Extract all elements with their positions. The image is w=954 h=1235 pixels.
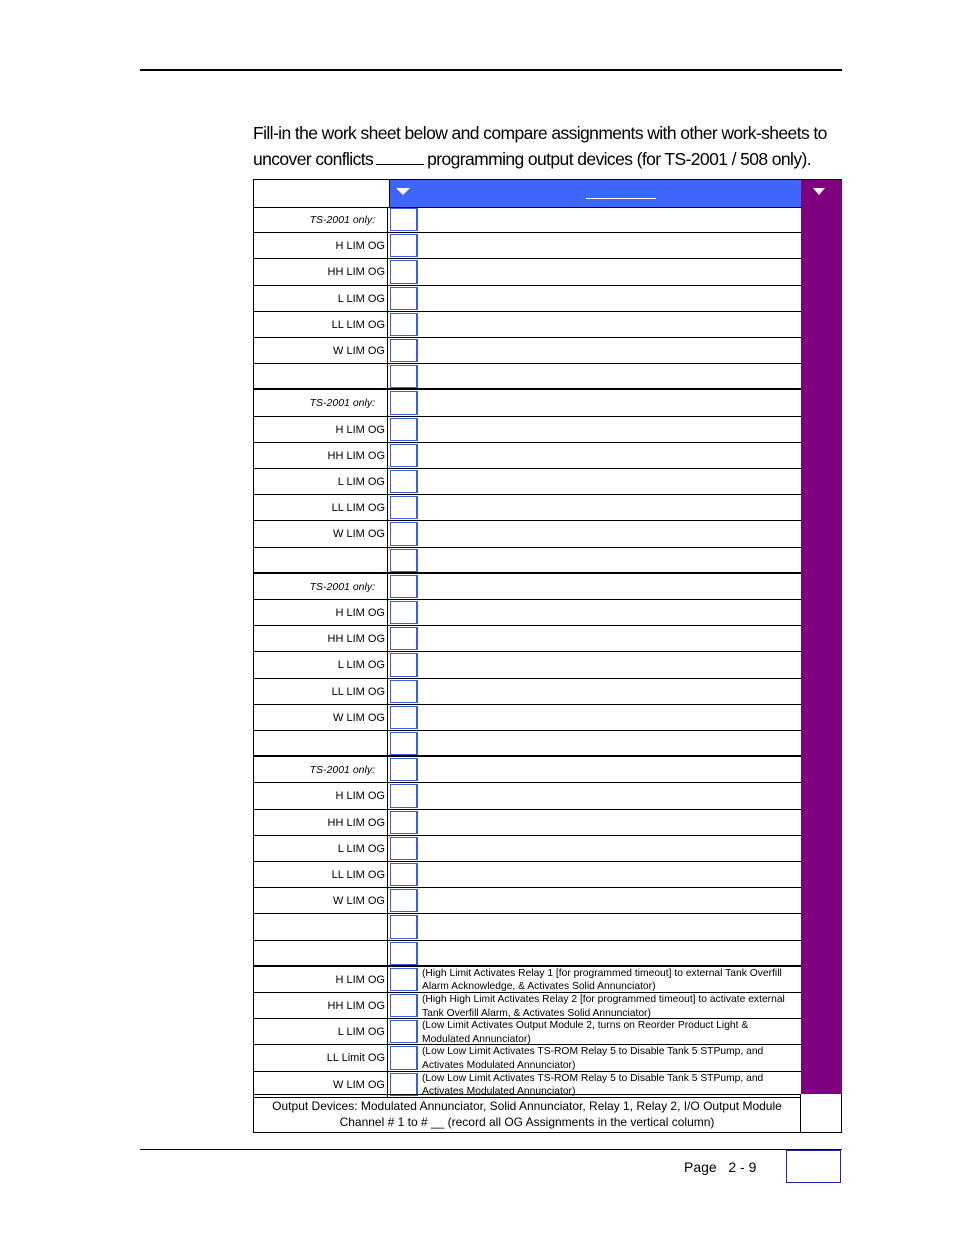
triangle-down-icon	[396, 188, 410, 195]
worksheet-header	[254, 180, 801, 208]
worksheet-footer	[254, 1094, 801, 1133]
row-label: H LIM OG	[335, 240, 385, 253]
row-description[interactable]	[422, 233, 799, 259]
row-label-cell	[254, 836, 388, 862]
worksheet-row	[254, 233, 801, 259]
row-label: H LIM OG	[335, 423, 385, 436]
row-label-cell	[254, 312, 388, 338]
worksheet-row	[254, 417, 801, 443]
row-label-cell	[254, 1045, 388, 1071]
worksheet-row	[254, 338, 801, 364]
footer-line-1: Output Devices: Modulated Annunciator, Solid Annunciator, Relay 1, Relay 2, I/O Output Module	[272, 1099, 782, 1113]
og-entry-box[interactable]	[390, 208, 418, 231]
worksheet-row	[254, 443, 801, 469]
og-entry-box[interactable]	[390, 575, 418, 598]
row-label: W LIM OG	[333, 711, 385, 724]
row-description[interactable]	[422, 207, 799, 233]
row-label: LL Limit OG	[326, 1052, 385, 1065]
top-rule	[140, 69, 842, 71]
page-number	[684, 1159, 756, 1175]
intro-text	[253, 120, 853, 172]
row-label: W LIM OG	[333, 1078, 385, 1091]
row-label-cell	[254, 626, 388, 652]
row-label-cell	[254, 207, 388, 233]
row-label-cell	[254, 417, 388, 443]
row-label-cell	[254, 443, 388, 469]
row-label-cell	[254, 757, 388, 783]
row-label: HH LIM OG	[327, 816, 385, 829]
og-assignment-column[interactable]	[801, 180, 842, 1094]
worksheet-row	[254, 783, 801, 809]
row-label: HH LIM OG	[327, 449, 385, 462]
row-label-cell	[254, 731, 388, 757]
worksheet-row	[254, 390, 801, 416]
row-label-cell	[254, 967, 388, 993]
og-entry-box[interactable]	[390, 1020, 418, 1043]
header-blue-bar	[390, 180, 801, 207]
worksheet-row	[254, 207, 801, 233]
row-label-cell	[254, 548, 388, 574]
og-entry-box[interactable]	[390, 732, 418, 755]
og-entry-box[interactable]	[390, 680, 418, 703]
row-label: L LIM OG	[337, 842, 385, 855]
worksheet-row	[254, 810, 801, 836]
row-label: W LIM OG	[333, 895, 385, 908]
worksheet-row	[254, 286, 801, 312]
og-entry-box[interactable]	[390, 837, 418, 860]
worksheet-row	[254, 521, 801, 547]
row-label-cell	[254, 941, 388, 967]
og-entry-box[interactable]	[390, 418, 418, 441]
og-entry-box[interactable]	[390, 444, 418, 467]
row-label-cell	[254, 521, 388, 547]
og-entry-box[interactable]	[390, 811, 418, 834]
og-entry-box[interactable]	[390, 653, 418, 676]
row-description[interactable]	[422, 783, 799, 809]
row-label: LL LIM OG	[331, 869, 385, 882]
og-entry-box[interactable]	[390, 784, 418, 807]
worksheet-row	[254, 259, 801, 285]
worksheet-row	[254, 836, 801, 862]
row-description[interactable]	[422, 390, 799, 416]
row-label-cell	[254, 705, 388, 731]
worksheet-row	[254, 993, 801, 1019]
worksheet-row	[254, 679, 801, 705]
og-entry-box[interactable]	[390, 287, 418, 310]
worksheet-row	[254, 600, 801, 626]
og-entry-box[interactable]	[390, 758, 418, 781]
row-description[interactable]	[422, 914, 799, 940]
row-description[interactable]	[422, 574, 799, 600]
row-description-text: (High Limit Activates Relay 1 [for programmed timeout] to external Tank Overfill Alarm Acknowledge, & Activates Solid Annunciator)	[422, 967, 782, 993]
row-label: H LIM OG	[335, 607, 385, 620]
row-description[interactable]	[422, 495, 799, 521]
og-entry-box[interactable]	[390, 915, 418, 938]
bottom-rule	[140, 1149, 842, 1150]
worksheet-row	[254, 757, 801, 783]
row-description[interactable]	[422, 810, 799, 836]
row-description[interactable]	[422, 993, 799, 1019]
row-description[interactable]	[422, 417, 799, 443]
row-description[interactable]	[422, 1019, 799, 1045]
row-label: TS-2001 only:	[309, 764, 375, 777]
intro-line-2b: programming output devices (for TS-2001 / 508 only).	[427, 149, 811, 169]
og-entry-box[interactable]	[390, 234, 418, 257]
og-entry-box[interactable]	[390, 889, 418, 912]
row-label-cell	[254, 652, 388, 678]
worksheet-row	[254, 312, 801, 338]
worksheet-row	[254, 914, 801, 940]
row-label-cell	[254, 338, 388, 364]
row-label-cell	[254, 862, 388, 888]
row-description[interactable]	[422, 286, 799, 312]
og-entry-box[interactable]	[390, 549, 418, 572]
worksheet-row	[254, 1045, 801, 1071]
header-underline	[586, 198, 656, 199]
row-description[interactable]	[422, 259, 799, 285]
row-description[interactable]	[422, 521, 799, 547]
row-label: HH LIM OG	[327, 1000, 385, 1013]
row-label: W LIM OG	[333, 345, 385, 358]
og-entry-box[interactable]	[390, 470, 418, 493]
row-label-cell	[254, 679, 388, 705]
worksheet-row	[254, 495, 801, 521]
row-description[interactable]	[422, 600, 799, 626]
row-description[interactable]	[422, 731, 799, 757]
row-description-text: (Low Limit Activates Output Module 2, turns on Reorder Product Light & Modulated Annunciator)	[422, 1020, 749, 1045]
row-label: LL LIM OG	[331, 685, 385, 698]
og-entry-box[interactable]	[390, 339, 418, 362]
worksheet-row	[254, 548, 801, 574]
page-box	[786, 1150, 841, 1183]
row-label-cell	[254, 233, 388, 259]
row-description[interactable]	[422, 338, 799, 364]
og-entry-box[interactable]	[390, 863, 418, 886]
row-label-cell	[254, 914, 388, 940]
row-description-text: (Low Low Limit Activates TS-ROM Relay 5 to Disable Tank 5 STPump, and Activates Modulated Annunciator)	[422, 1046, 764, 1071]
og-entry-box[interactable]	[390, 968, 418, 991]
worksheet-row	[254, 364, 801, 390]
row-description[interactable]	[422, 705, 799, 731]
worksheet-row	[254, 469, 801, 495]
og-entry-box[interactable]	[390, 706, 418, 729]
row-description[interactable]	[422, 967, 799, 993]
row-description[interactable]	[422, 364, 799, 390]
row-description[interactable]	[422, 679, 799, 705]
row-label-cell	[254, 574, 388, 600]
row-label: LL LIM OG	[331, 502, 385, 515]
row-description[interactable]	[422, 757, 799, 783]
intro-line-2a: uncover conflicts	[253, 149, 374, 169]
og-entry-box[interactable]	[390, 994, 418, 1017]
row-label: LL LIM OG	[331, 318, 385, 331]
og-entry-box[interactable]	[390, 391, 418, 414]
row-label-cell	[254, 783, 388, 809]
row-label: L LIM OG	[337, 476, 385, 489]
row-label-cell	[254, 600, 388, 626]
row-description[interactable]	[422, 862, 799, 888]
row-label: HH LIM OG	[327, 266, 385, 279]
row-description[interactable]	[422, 1045, 799, 1071]
worksheet-row	[254, 888, 801, 914]
row-label: L LIM OG	[337, 659, 385, 672]
row-label-cell	[254, 469, 388, 495]
worksheet-row	[254, 1019, 801, 1045]
og-entry-box[interactable]	[390, 496, 418, 519]
worksheet-table	[253, 179, 842, 1133]
row-label-cell	[254, 495, 388, 521]
row-description[interactable]	[422, 548, 799, 574]
worksheet-row	[254, 705, 801, 731]
intro-line-1: Fill-in the work sheet below and compare assignments with other work-sheets to	[253, 123, 827, 143]
og-entry-box[interactable]	[390, 627, 418, 650]
og-entry-box[interactable]	[390, 942, 418, 965]
row-description-text: (High High Limit Activates Relay 2 [for programmed timeout] to activate external Tank Overfill Alarm, & Activates Solid Annunciator)	[422, 994, 785, 1019]
og-entry-box[interactable]	[390, 601, 418, 624]
conflict-blank[interactable]	[376, 150, 424, 165]
row-description[interactable]	[422, 469, 799, 495]
og-entry-box[interactable]	[390, 1046, 418, 1069]
row-label: TS-2001 only:	[309, 397, 375, 410]
worksheet-row	[254, 626, 801, 652]
row-label-cell	[254, 286, 388, 312]
og-entry-box[interactable]	[390, 1073, 418, 1096]
intro-line-2	[253, 146, 853, 172]
row-label: TS-2001 only:	[309, 214, 375, 227]
row-label: W LIM OG	[333, 528, 385, 541]
og-entry-box[interactable]	[390, 313, 418, 336]
header-label-cell	[254, 180, 390, 207]
row-label: HH LIM OG	[327, 633, 385, 646]
row-description[interactable]	[422, 888, 799, 914]
row-description-text: (Low Low Limit Activates TS-ROM Relay 5 to Disable Tank 5 STPump, and Activates Modulated Annunciator)	[422, 1072, 764, 1098]
row-description[interactable]	[422, 312, 799, 338]
row-label-cell	[254, 390, 388, 416]
row-description[interactable]	[422, 836, 799, 862]
og-entry-box[interactable]	[390, 522, 418, 545]
row-label: L LIM OG	[337, 292, 385, 305]
row-label: H LIM OG	[335, 973, 385, 986]
row-description[interactable]	[422, 652, 799, 678]
row-description[interactable]	[422, 941, 799, 967]
row-label: TS-2001 only:	[309, 580, 375, 593]
row-label-cell	[254, 888, 388, 914]
worksheet-row	[254, 941, 801, 967]
row-label-cell	[254, 364, 388, 390]
og-entry-box[interactable]	[390, 365, 418, 388]
row-label-cell	[254, 993, 388, 1019]
row-description[interactable]	[422, 626, 799, 652]
row-description[interactable]	[422, 443, 799, 469]
worksheet-row	[254, 652, 801, 678]
footer-line-2: Channel # 1 to # __ (record all OG Assignments in the vertical column)	[339, 1115, 715, 1129]
og-entry-box[interactable]	[390, 260, 418, 283]
triangle-down-icon	[813, 188, 825, 195]
worksheet-row	[254, 731, 801, 757]
row-label-cell	[254, 810, 388, 836]
page-label: Page	[684, 1159, 717, 1175]
worksheet-row	[254, 574, 801, 600]
row-label: H LIM OG	[335, 790, 385, 803]
worksheet-row	[254, 862, 801, 888]
row-label-cell	[254, 259, 388, 285]
page-value: 2 - 9	[728, 1159, 757, 1175]
worksheet-row	[254, 967, 801, 993]
row-label-cell	[254, 1019, 388, 1045]
row-label: L LIM OG	[337, 1026, 385, 1039]
